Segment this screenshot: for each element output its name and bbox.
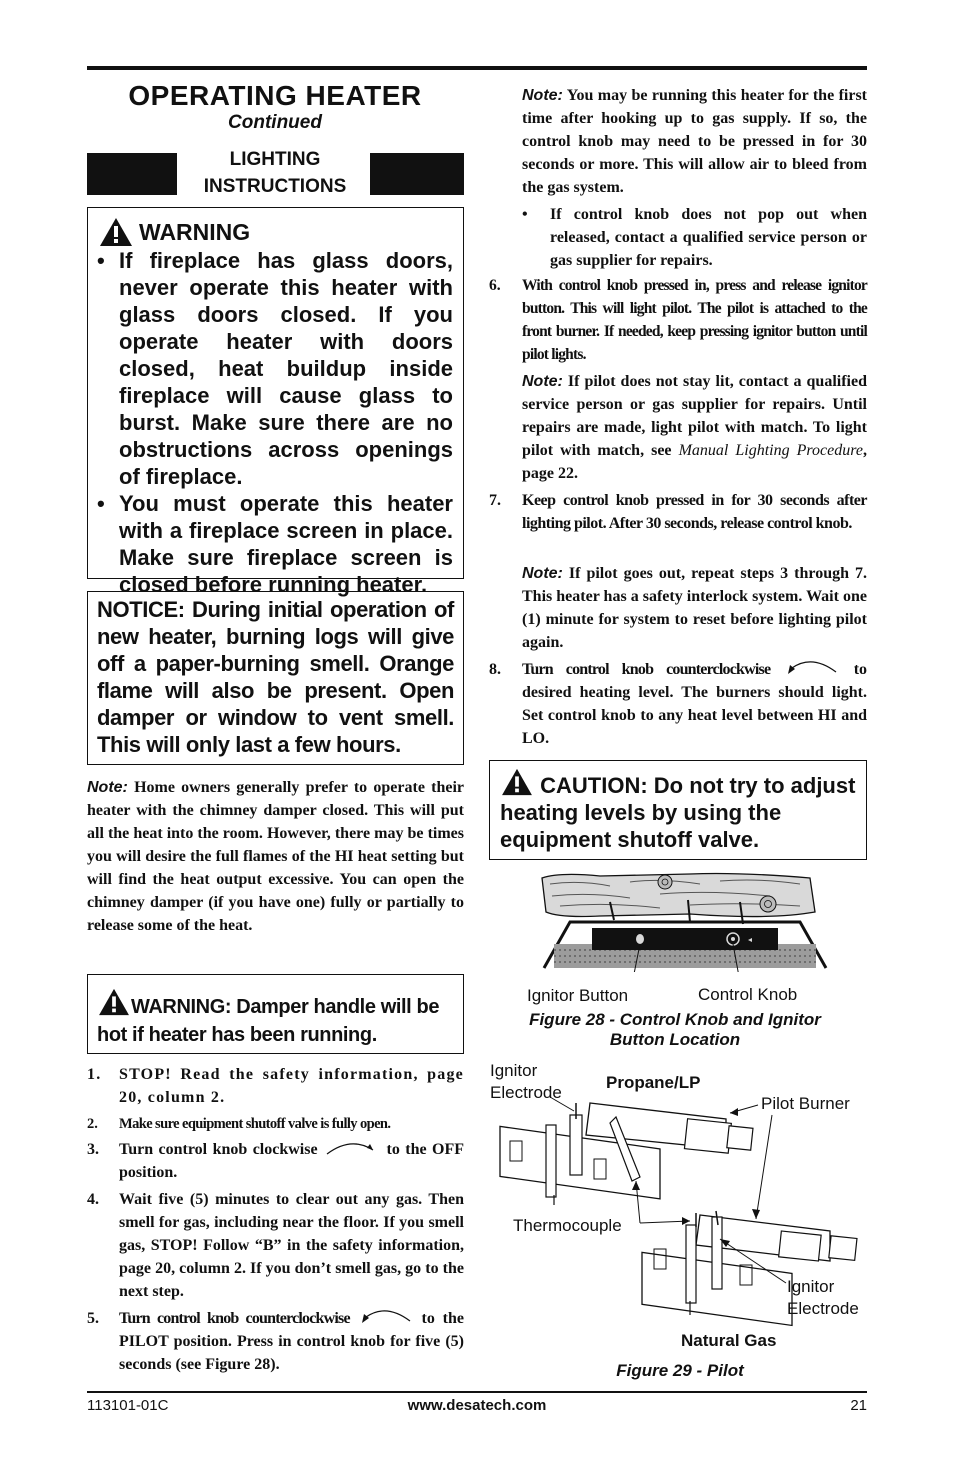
fig29-label-propane: Propane/LP	[606, 1073, 701, 1092]
step-8	[489, 658, 867, 750]
step-text: Keep control knob pressed in for 30 seconds after lighting pilot. After 30 seconds, release control knob.	[522, 492, 867, 532]
note-text: You may be running this heater for the first time after hooking up to gas supply. If so, the control knob may need to be pressed in for 30 seconds or more. This will allow air to bleed from the gas system.	[522, 87, 867, 196]
step-item	[87, 1138, 464, 1184]
note-label: Note:	[522, 373, 563, 390]
step-7	[489, 489, 867, 535]
step-text: Wait five (5) minutes to clear out any gas. Then smell for gas, including near the floor. If you smell gas, STOP! Follow “B” in the safety information, page 20, column 2. If you don’t smell gas, go to the next step.	[119, 1191, 464, 1300]
fig28-label-ignitor: Ignitor Button	[527, 986, 629, 1005]
warning-item	[97, 247, 453, 490]
damper-warning-text: WARNING: Damper handle will be hot if heater has been running.	[97, 996, 440, 1046]
fig29-label-ignitor-bottom: Ignitor Electrode	[787, 1277, 859, 1318]
bullet: •	[97, 248, 105, 273]
warning-triangle-icon	[99, 217, 133, 247]
warning-triangle-icon	[500, 768, 534, 796]
note-text: If pilot does not stay lit, contact a qualified service person or gas supplier for repairs. Until repairs are made, light pilot with match. To light pilot with match, see	[522, 373, 867, 459]
step-item	[489, 489, 867, 535]
step-item	[87, 1113, 464, 1136]
step-number: 2.	[87, 1116, 98, 1132]
warning-heading	[99, 217, 250, 247]
section-heading: LIGHTING INSTRUCTIONS	[203, 149, 347, 197]
step-text: STOP! Read the safety information, page 20, column 2.	[119, 1066, 464, 1106]
warning-list	[97, 247, 453, 598]
step-text: Make sure equipment shutoff valve is fully open.	[119, 1116, 391, 1132]
caution-text: CAUTION: Do not try to adjust heating levels by using the equipment shutoff valve.	[500, 773, 856, 852]
warning-item-text: If fireplace has glass doors, never operate this heater with glass doors closed. If you operate heater with doors closed, heat buildup inside fireplace will cause glass to burst. Make sure there are no obstructions across openings of fireplace.	[119, 248, 453, 489]
figure-29-caption: Figure 29 - Pilot	[616, 1361, 744, 1380]
bottom-rule	[87, 1391, 867, 1393]
step-number: 4.	[87, 1191, 99, 1208]
top-rule	[87, 66, 867, 70]
step-number: 6.	[489, 277, 501, 294]
right-note-bullet	[522, 203, 867, 272]
step-number: 1.	[87, 1066, 102, 1083]
step-text-b: to the OFF position.	[119, 1141, 465, 1181]
notice-text: NOTICE: During initial operation of new heater, burning logs will give off a paper-burning smell. Orange flame will also be present. Open damper or window to vent smell. This will only last a few hours.	[97, 597, 454, 757]
counterclockwise-arrow-icon	[358, 1307, 414, 1325]
step-number: 5.	[87, 1310, 99, 1327]
step-item	[489, 274, 867, 366]
bullet-text: If control knob does not pop out when released, contact a qualified service person or gas supplier for repairs.	[550, 206, 867, 269]
step-text-a: Turn control knob clockwise	[119, 1141, 318, 1158]
fig29-label-ignitor-top: Ignitor Electrode	[490, 1061, 562, 1102]
bullet: •	[97, 491, 105, 516]
step-item	[87, 1307, 464, 1376]
right-note-3	[522, 562, 867, 654]
footer-page-number: 21	[850, 1397, 867, 1414]
footer-doc-number: 113101-01C	[87, 1397, 169, 1414]
step-text-b: to the PILOT position. Press in control knob for five (5) seconds (see Figure 28).	[119, 1310, 465, 1373]
step-text-a: Turn control knob counterclockwise	[119, 1310, 350, 1327]
figure-28-caption: Figure 28 - Control Knob and Ignitor Button Location	[529, 1010, 821, 1049]
bullet: •	[522, 206, 528, 223]
page-title: OPERATING HEATER	[128, 80, 422, 111]
step-number: 8.	[489, 661, 501, 678]
damper-warning	[97, 988, 457, 1049]
warning-item	[97, 490, 453, 598]
page-subtitle: Continued	[228, 112, 322, 133]
section-bar-left	[87, 153, 177, 195]
step-item	[87, 1063, 464, 1109]
note-text-end: , page 22.	[522, 442, 867, 482]
step-number: 7.	[489, 492, 501, 509]
left-note	[87, 776, 464, 937]
step-text-a: Turn control knob counterclockwise	[522, 661, 771, 678]
right-note-1	[522, 84, 867, 199]
fig28-label-knob: Control Knob	[698, 985, 798, 1004]
step-text: With control knob pressed in, press and release ignitor button. This will light pilot. The pilot is attached to the front burner. If needed, keep pressing ignitor button until pilot lights.	[522, 277, 867, 363]
right-note-2	[522, 370, 867, 485]
step-item	[87, 1188, 464, 1303]
section-bar-right	[370, 153, 464, 195]
caution	[500, 768, 860, 853]
step-text-b: to desired heating level. The burners should light. Set control knob to any heat level between HI and LO.	[522, 661, 868, 747]
fig29-label-thermocouple: Thermocouple	[513, 1216, 622, 1235]
warning-item-text: You must operate this heater with a fireplace screen in place. Make sure fireplace screen is closed before running heater.	[119, 491, 453, 597]
footer-website: www.desatech.com	[407, 1397, 547, 1414]
fig29-label-pilot: Pilot Burner	[761, 1094, 850, 1113]
note-text: Home owners generally prefer to operate their heater with the chimney damper closed. This will put all the heat into the room. However, there may be times you will desire the full flames of the HI heat setting but will find the heat output excessive. You can open the chimney damper (if you have one) fully or partially to release some of the heat.	[87, 779, 464, 934]
counterclockwise-arrow-icon	[784, 658, 840, 676]
step-number: 3.	[87, 1141, 99, 1158]
clockwise-arrow-icon	[323, 1140, 381, 1156]
note-label: Note:	[87, 779, 128, 796]
note-label: Note:	[522, 87, 563, 104]
note-text: If pilot goes out, repeat steps 3 through 7. This heater has a safety interlock system. Wait one (1) minute for system to reset before lighting pilot again.	[522, 565, 867, 651]
warning-heading-text: WARNING	[139, 218, 251, 245]
steps-left	[87, 1063, 464, 1376]
fig29-label-natural: Natural Gas	[681, 1331, 777, 1350]
note-reference: Manual Lighting Procedure	[678, 442, 863, 459]
note-label: Note:	[522, 565, 563, 582]
step-6	[489, 274, 867, 366]
warning-triangle-icon	[97, 988, 131, 1016]
figure-28-illustration	[540, 872, 830, 972]
step-item	[489, 658, 867, 750]
